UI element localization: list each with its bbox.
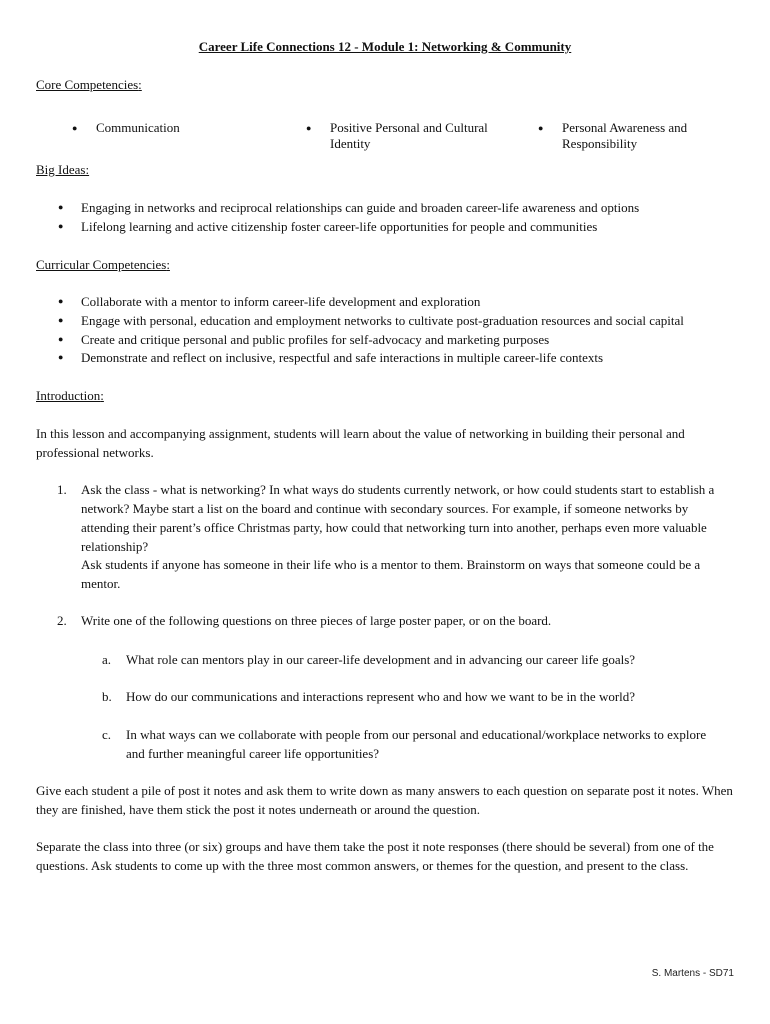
core-competency-label: Personal Awareness and Responsibility xyxy=(562,120,688,151)
introduction-heading: Introduction: xyxy=(36,388,104,403)
question-text: In what ways can we collaborate with people from our personal and educational/workplace networks to explore and further meaningful career life opportunities? xyxy=(126,727,707,761)
curricular-competencies-heading: Curricular Competencies: xyxy=(36,257,170,272)
bullet-icon: ● xyxy=(58,296,64,306)
core-competencies-heading: Core Competencies: xyxy=(36,77,142,92)
question-letter: c. xyxy=(102,727,112,742)
question-text: What role can mentors play in our career-life development and in advancing our career life goals? xyxy=(126,652,636,667)
question-text: How do our communications and interactions represent who and how we want to be in the world? xyxy=(126,689,636,704)
step-number: 2. xyxy=(57,613,67,628)
big-ideas-heading: Big Ideas: xyxy=(36,162,90,177)
core-competency-label: Communication xyxy=(96,120,180,135)
curricular-competency-text: Engage with personal, education and employment networks to cultivate post-graduation resources and social capital xyxy=(81,313,684,328)
instruction-paragraph: Separate the class into three (or six) groups and have them take the post it note responses (there should be several) from one of the questions. Ask students to come up with the three most common answers, or themes for the question, and present to the class. xyxy=(36,839,714,873)
question-letter: a. xyxy=(102,652,112,667)
bullet-icon: ● xyxy=(306,123,312,133)
big-idea-text: Lifelong learning and active citizenship foster career-life opportunities for people and communities xyxy=(81,219,598,234)
introduction-paragraph: In this lesson and accompanying assignment, students will learn about the value of networking in building their personal and professional networks. xyxy=(36,426,685,460)
big-idea-text: Engaging in networks and reciprocal relationships can guide and broaden career-life awareness and options xyxy=(81,200,640,215)
bullet-icon: ● xyxy=(58,202,64,212)
bullet-icon: ● xyxy=(538,123,544,133)
curricular-competency-text: Create and critique personal and public profiles for self-advocacy and marketing purposes xyxy=(81,332,550,347)
instruction-paragraph: Give each student a pile of post it notes and ask them to write down as many answers to each question on separate post it notes. When they are finished, have them stick the post it notes underneath or around the question. xyxy=(36,783,733,817)
bullet-icon: ● xyxy=(72,123,78,133)
curricular-competency-text: Collaborate with a mentor to inform career-life development and exploration xyxy=(81,294,481,309)
step-text: Ask students if anyone has someone in their life who is a mentor to them. Brainstorm on ways that someone could be a mentor. xyxy=(81,557,701,591)
step-number: 1. xyxy=(57,482,67,497)
bullet-icon: ● xyxy=(58,221,64,231)
step-text: Write one of the following questions on three pieces of large poster paper, or on the board. xyxy=(81,613,552,628)
page-footer: S. Martens - SD71 xyxy=(651,968,734,979)
bullet-icon: ● xyxy=(58,352,64,362)
question-letter: b. xyxy=(102,689,112,704)
page-title: Career Life Connections 12 - Module 1: Networking & Community xyxy=(198,39,572,54)
bullet-icon: ● xyxy=(58,315,64,325)
bullet-icon: ● xyxy=(58,334,64,344)
core-competency-label: Positive Personal and Cultural Identity xyxy=(330,120,488,151)
curricular-competency-text: Demonstrate and reflect on inclusive, respectful and safe interactions in multiple career-life contexts xyxy=(81,350,604,365)
step-text: Ask the class - what is networking? In what ways do students currently network, or how could students start to establish a network? Maybe start a list on the board and continue with secondary sources. For example, if someone networks by attending their parent’s office Christmas party, how could that networking turn into another, perhaps even more valuable relationship? xyxy=(81,482,715,554)
